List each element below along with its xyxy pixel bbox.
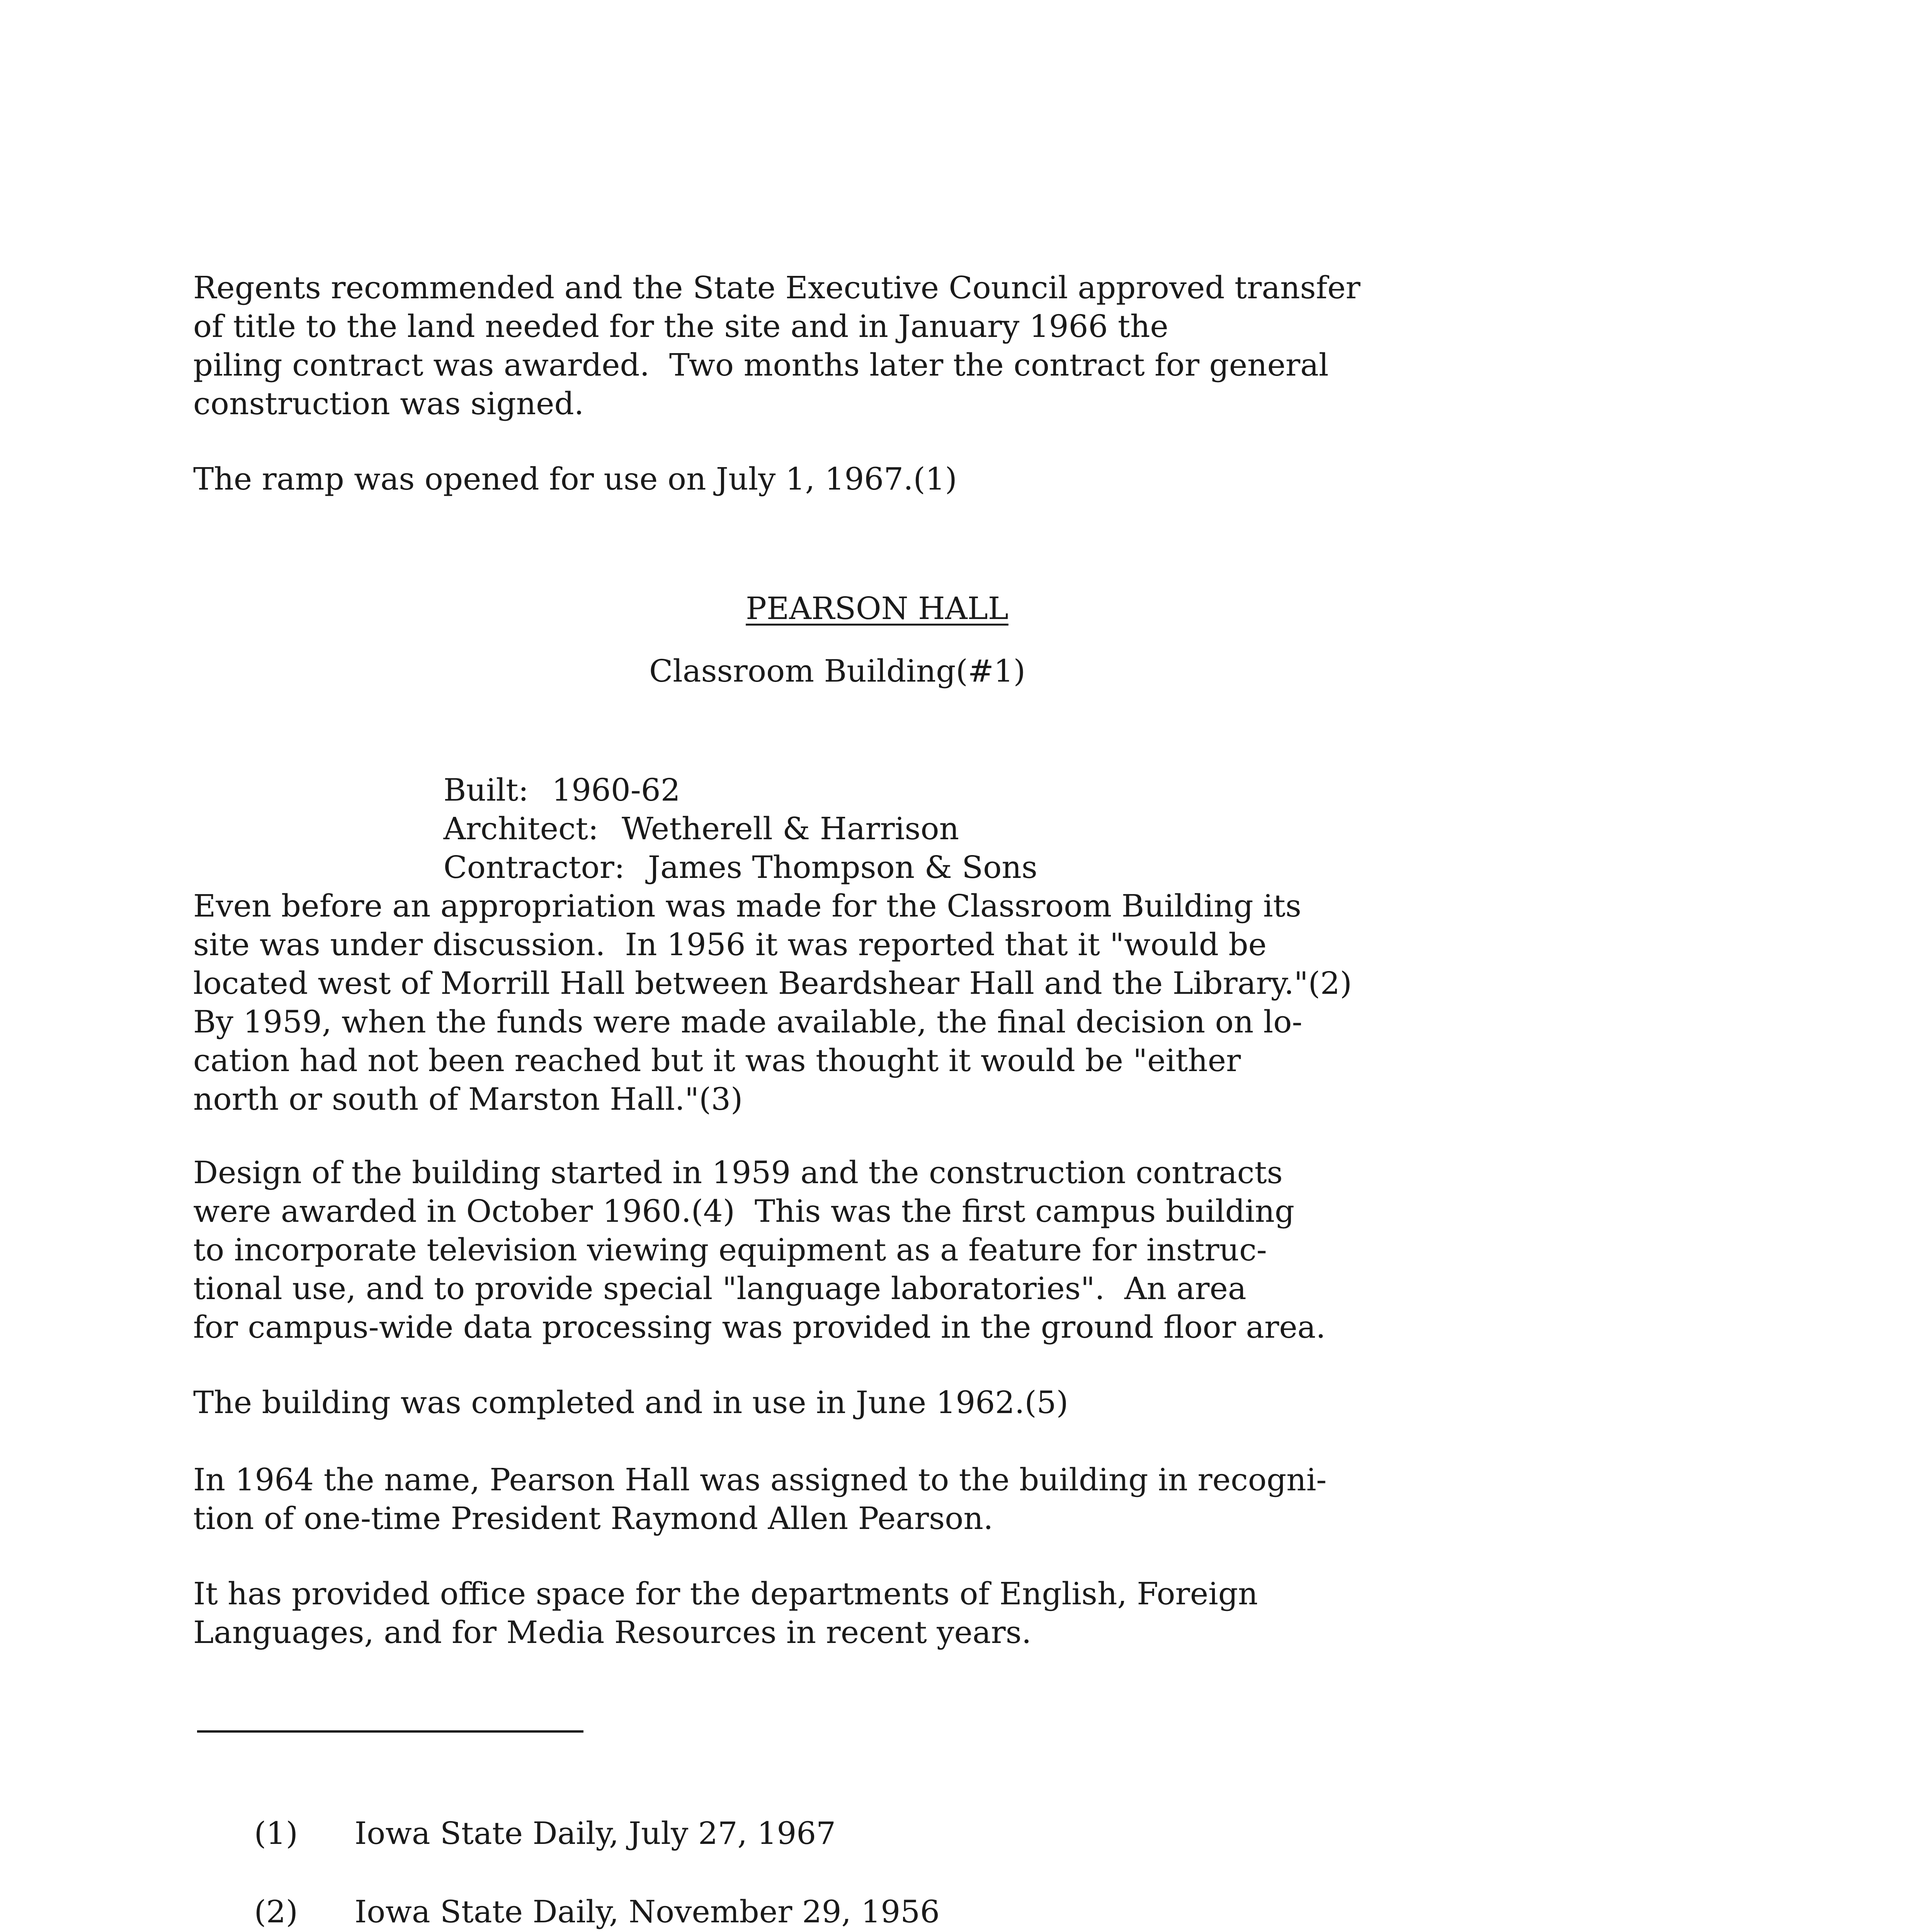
paragraph-line: for campus-wide data processing was provided in the ground floor area. <box>193 1309 1326 1345</box>
body-paragraph <box>193 1153 1569 1347</box>
paragraph-line: Regents recommended and the State Executive Council approved transfer <box>193 270 1361 306</box>
paragraph-line: Even before an appropriation was made for the Classroom Building its <box>193 888 1301 924</box>
footnote <box>195 1854 1350 1932</box>
fact-label: Contractor: <box>443 849 625 885</box>
body-paragraph <box>193 1575 1569 1652</box>
footnote-number: (1) <box>254 1815 298 1851</box>
paragraph-line: The ramp was opened for use on July 1, 1967.(1) <box>193 461 957 497</box>
footnotes-list <box>195 1776 1350 1932</box>
intro-paragraph <box>193 269 1569 423</box>
body-paragraph <box>193 1461 1569 1538</box>
paragraph-line: By 1959, when the funds were made available, the final decision on lo- <box>193 1004 1303 1040</box>
footnote-divider <box>197 1730 583 1733</box>
section-title: PEARSON HALL <box>746 590 1009 626</box>
fact-label: Architect: <box>443 811 599 847</box>
paragraph-line: site was under discussion. In 1956 it was reported that it "would be <box>193 927 1267 963</box>
fact-value: 1960-62 <box>552 772 680 808</box>
body-paragraph <box>193 1383 1569 1422</box>
footnote <box>195 1776 1350 1854</box>
fact-row-built <box>384 732 1037 808</box>
fact-label: Built: <box>443 772 529 808</box>
paragraph-line: The building was completed and in use in June 1962.(5) <box>193 1384 1068 1420</box>
paragraph-line: tional use, and to provide special "language laboratories". An area <box>193 1270 1247 1306</box>
fact-value: James Thompson & Sons <box>648 849 1037 885</box>
paragraph-line: piling contract was awarded. Two months later the contract for general <box>193 347 1329 383</box>
paragraph-line: construction was signed. <box>193 386 584 422</box>
section-subtitle: Classroom Building(#1) <box>649 653 1026 689</box>
paragraph-line: It has provided office space for the departments of English, Foreign <box>193 1576 1258 1612</box>
paragraph-line: of title to the land needed for the site and in January 1966 the <box>193 308 1168 344</box>
paragraph-line: tion of one-time President Raymond Allen Pearson. <box>193 1500 993 1536</box>
body-paragraph <box>193 887 1569 1119</box>
footnote-number: (2) <box>254 1894 298 1930</box>
footnote-text: Iowa State Daily, November 29, 1956 <box>354 1894 940 1930</box>
paragraph-line: Design of the building started in 1959 and the construction contracts <box>193 1155 1283 1190</box>
paragraph-line: to incorporate television viewing equipment as a feature for instruc- <box>193 1232 1267 1268</box>
paragraph-line: located west of Morrill Hall between Beardshear Hall and the Library."(2) <box>193 965 1352 1001</box>
paragraph-line: In 1964 the name, Pearson Hall was assigned to the building in recogni- <box>193 1462 1327 1498</box>
building-facts <box>384 732 1037 885</box>
paragraph-line: Languages, and for Media Resources in recent years. <box>193 1614 1032 1650</box>
fact-value: Wetherell & Harrison <box>621 811 959 847</box>
paragraph-line: were awarded in October 1960.(4) This was the first campus building <box>193 1193 1295 1229</box>
footnote-text: Iowa State Daily, July 27, 1967 <box>354 1815 836 1851</box>
paragraph-line: cation had not been reached but it was thought it would be "either <box>193 1043 1241 1078</box>
ramp-paragraph <box>193 460 1569 498</box>
paragraph-line: north or south of Marston Hall."(3) <box>193 1081 743 1117</box>
